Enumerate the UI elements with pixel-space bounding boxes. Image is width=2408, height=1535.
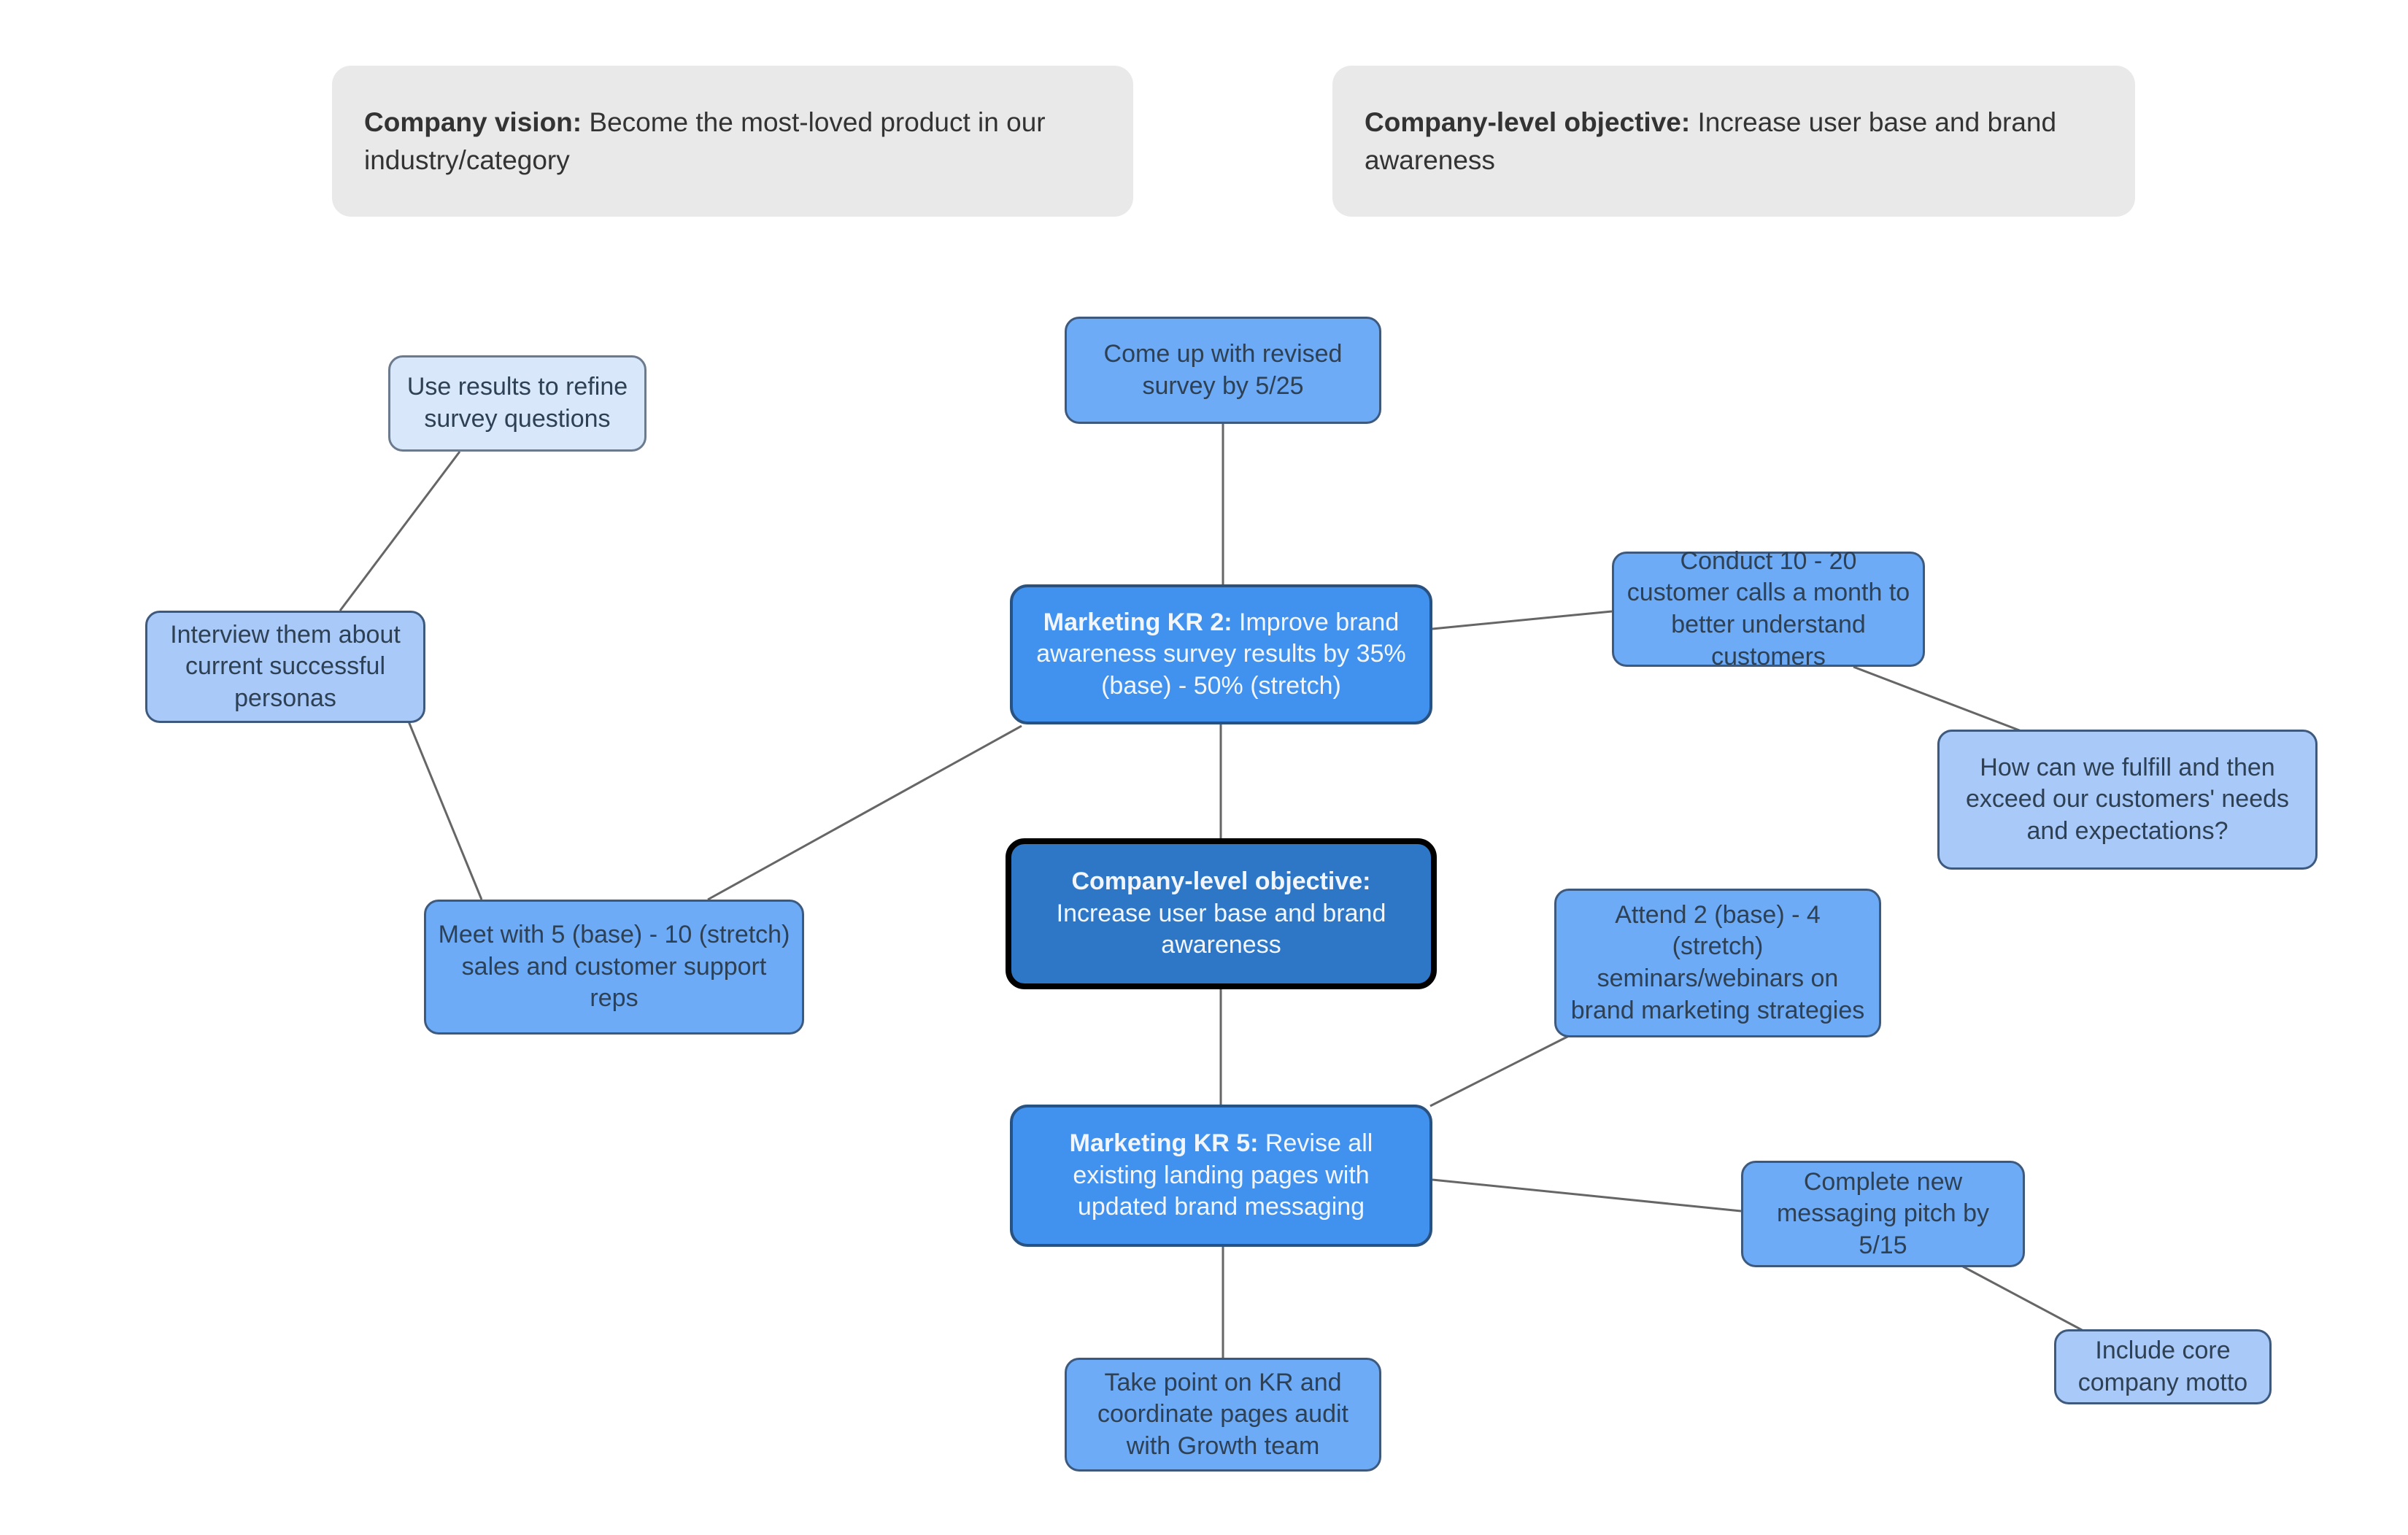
node-conduct-calls[interactable] bbox=[1612, 546, 1925, 670]
connector-line bbox=[1432, 1180, 1741, 1211]
node-label-text: Attend 2 (base) - 4 (stretch) seminars/webinars on brand marketing strategies bbox=[1570, 900, 1865, 1024]
node-label bbox=[1956, 752, 2299, 848]
node-label-text: Take point on KR and coordinate pages audit with Growth team bbox=[1097, 1368, 1349, 1460]
node-label bbox=[1023, 866, 1419, 962]
node-label bbox=[406, 371, 628, 435]
node-marketing-kr-2[interactable] bbox=[1010, 584, 1432, 724]
node-label-text: Become the most-loved product in our industry/category bbox=[364, 107, 1046, 175]
connector-line bbox=[1430, 1036, 1569, 1106]
node-label-text: Improve brand awareness survey results by 35% (base) - 50% (stretch) bbox=[1036, 608, 1406, 700]
node-label bbox=[1567, 900, 1869, 1026]
node-label bbox=[1753, 1167, 2013, 1262]
node-marketing-kr-5[interactable] bbox=[1010, 1105, 1432, 1247]
node-label-text: How can we fulfill and then exceed our customers' needs and expectations? bbox=[1965, 753, 2290, 845]
node-label-bold: Company-level objective: bbox=[1365, 107, 1691, 137]
connector-line bbox=[708, 726, 1022, 900]
node-company-objective-central[interactable] bbox=[1006, 838, 1437, 989]
node-label-text: Include core company motto bbox=[2077, 1336, 2248, 1396]
node-label-text: Interview them about current successful personas bbox=[170, 620, 401, 712]
node-label bbox=[1083, 339, 1363, 402]
node-use-results[interactable] bbox=[388, 355, 647, 452]
node-fulfill-expectations[interactable] bbox=[1937, 730, 2318, 870]
node-company-objective-banner[interactable] bbox=[1332, 66, 2135, 217]
node-label-text: Conduct 10 - 20 customer calls a month to better understand customers bbox=[1626, 546, 1910, 670]
node-label bbox=[1078, 1367, 1367, 1463]
connector-line bbox=[1963, 1267, 2083, 1331]
connector-line bbox=[1432, 611, 1612, 629]
node-label-text: Complete new messaging pitch by 5/15 bbox=[1776, 1167, 1990, 1259]
node-meet-reps[interactable] bbox=[424, 900, 804, 1035]
node-interview-personas[interactable] bbox=[145, 611, 425, 723]
node-label bbox=[1365, 104, 2103, 179]
node-include-motto[interactable] bbox=[2054, 1329, 2272, 1404]
node-label-text: Increase user base and brand awareness bbox=[1056, 899, 1386, 959]
connector-line bbox=[1853, 667, 2021, 731]
node-label bbox=[364, 104, 1101, 179]
node-come-up-survey[interactable] bbox=[1065, 317, 1381, 424]
node-take-point[interactable] bbox=[1065, 1358, 1381, 1472]
node-label-bold: Company-level objective: bbox=[1071, 867, 1371, 896]
node-label-text: Come up with revised survey by 5/25 bbox=[1103, 339, 1343, 400]
node-label-text: Revise all existing landing pages with updated brand messaging bbox=[1073, 1129, 1373, 1221]
node-label-bold: Marketing KR 5: bbox=[1069, 1129, 1259, 1158]
node-label-bold: Company vision: bbox=[364, 107, 582, 137]
node-label-bold: Marketing KR 2: bbox=[1043, 608, 1232, 636]
node-attend-seminars[interactable] bbox=[1554, 889, 1881, 1037]
connector-line bbox=[409, 722, 482, 900]
node-label bbox=[2065, 1335, 2261, 1399]
node-complete-pitch[interactable] bbox=[1741, 1161, 2025, 1267]
node-label-text: Use results to refine survey questions bbox=[406, 373, 628, 433]
connector-line bbox=[340, 452, 460, 611]
node-company-vision-banner[interactable] bbox=[332, 66, 1133, 217]
node-label bbox=[159, 619, 412, 715]
node-label bbox=[1029, 607, 1413, 703]
node-label-text: Increase user base and brand awareness bbox=[1365, 107, 2057, 175]
node-label-text: Meet with 5 (base) - 10 (stretch) sales and customer support reps bbox=[438, 921, 790, 1013]
node-label bbox=[1029, 1128, 1413, 1223]
node-label bbox=[1626, 546, 1911, 673]
node-label bbox=[436, 919, 792, 1015]
